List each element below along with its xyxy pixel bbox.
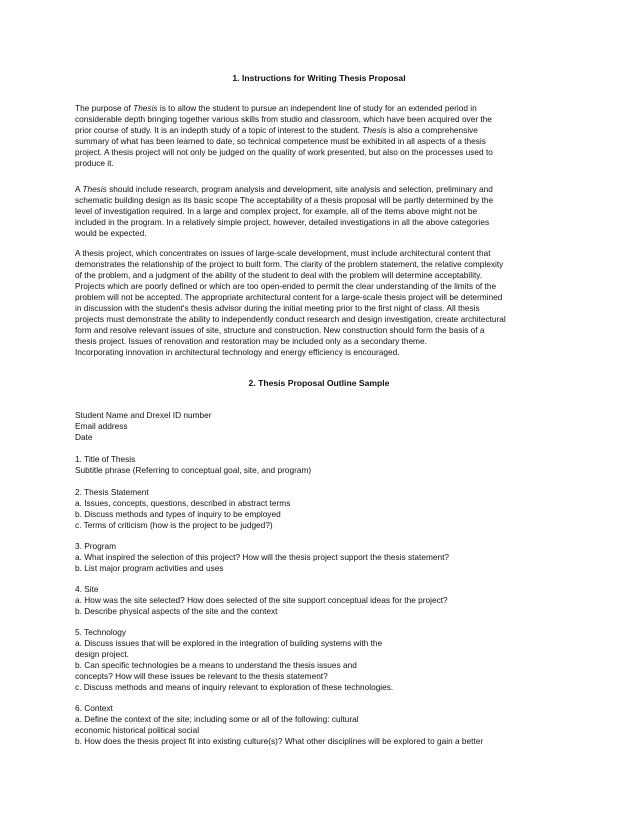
paragraph-line: project. A thesis project will not only be judged on the quality of work presented, but also on the processes used to bbox=[75, 147, 493, 157]
paragraph-line: considerable depth bringing together various skills from studio and classroom, which have been acquired over the bbox=[75, 114, 492, 124]
outline-line: b. How does the thesis project fit into existing culture(s)? What other disciplines will be explored to gain a better bbox=[75, 736, 484, 746]
outline-line: a. Issues, concepts, questions, described in abstract terms bbox=[75, 498, 291, 508]
outline-line: 1. Title of Thesis bbox=[75, 454, 136, 464]
outline-thesis-statement bbox=[75, 487, 565, 531]
outline-line: Subtitle phrase (Referring to conceptual goal, site, and program) bbox=[75, 465, 312, 475]
outline-line: b. Discuss methods and types of inquiry to be employed bbox=[75, 509, 281, 519]
outline-line: b. Describe physical aspects of the site and the context bbox=[75, 606, 278, 616]
outline-line: a. Discuss issues that will be explored in the integration of building systems with the bbox=[75, 638, 383, 648]
section-2-heading: 2. Thesis Proposal Outline Sample bbox=[248, 378, 390, 388]
paragraph-line: schematic building design as its basic scope The acceptability of a thesis proposal will be partly determined by the bbox=[75, 195, 494, 205]
outline-context bbox=[75, 703, 565, 747]
paragraph-line: in discussion with the student's thesis advisor during the initial meeting prior to the first night of class. All thesis bbox=[75, 303, 480, 313]
outline-line: 6. Context bbox=[75, 703, 113, 713]
outline-site bbox=[75, 584, 565, 617]
paragraph-line: form and resolve relevant issues of site, structure and construction. New construction should form the basis of a bbox=[75, 325, 485, 335]
outline-program bbox=[75, 541, 565, 574]
outline-line: 4. Site bbox=[75, 584, 99, 594]
paragraph-line: problem will not be accepted. The appropriate architectural content for a large-scale thesis project will be determined bbox=[75, 292, 503, 302]
outline-line: a. Define the context of the site; including some or all of the following: cultural bbox=[75, 714, 359, 724]
outline-line: a. How was the site selected? How does selected of the site support conceptual ideas for the project? bbox=[75, 595, 448, 605]
outline-line: c. Terms of criticism (how is the project to be judged?) bbox=[75, 520, 273, 530]
paragraph-line: Projects which are poorly defined or which are too open-ended to permit the clear understanding of the limits of the bbox=[75, 281, 497, 291]
paragraph-line: A Thesis should include research, program analysis and development, site analysis and selection, preliminary and bbox=[75, 184, 493, 194]
outline-line: Date bbox=[75, 432, 93, 442]
paragraph-line: Incorporating innovation in architectural technology and energy efficiency is encouraged. bbox=[75, 347, 400, 357]
paragraph-line: summary of what has been learned to date, so technical competence must be exhibited in all aspects of a thesis bbox=[75, 136, 486, 146]
outline-line: design project. bbox=[75, 649, 129, 659]
paragraph-line: level of investigation required. In a large and complex project, for example, all of the items above might not be bbox=[75, 206, 478, 216]
outline-line: Email address bbox=[75, 421, 128, 431]
paragraph-scope bbox=[75, 184, 565, 239]
outline-line: a. What inspired the selection of this project? How will the thesis project support the thesis statement? bbox=[75, 552, 450, 562]
section-1-heading: 1. Instructions for Writing Thesis Proposal bbox=[232, 73, 406, 83]
paragraph-purpose bbox=[75, 103, 565, 169]
outline-technology bbox=[75, 627, 565, 693]
paragraph-line: would be expected. bbox=[75, 228, 147, 238]
outline-line: 5. Technology bbox=[75, 627, 127, 637]
outline-line: Student Name and Drexel ID number bbox=[75, 410, 212, 420]
paragraph-line: produce it. bbox=[75, 158, 114, 168]
paragraph-line: demonstrates the relationship of the project to built form. The clarity of the problem statement, the relative complexity bbox=[75, 259, 504, 269]
outline-line: 3. Program bbox=[75, 541, 117, 551]
outline-title bbox=[75, 454, 565, 476]
outline-student-info bbox=[75, 410, 565, 443]
outline-line: 2. Thesis Statement bbox=[75, 487, 149, 497]
paragraph-line: thesis project. Issues of renovation and restoration may be included only as a secondary theme. bbox=[75, 336, 427, 346]
paragraph-line: included in the program. In a relatively simple project, however, detailed investigations in all the above categories bbox=[75, 217, 490, 227]
outline-line: b. Can specific technologies be a means to understand the thesis issues and bbox=[75, 660, 357, 670]
paragraph-large-scale bbox=[75, 248, 565, 358]
outline-line: economic historical political social bbox=[75, 725, 200, 735]
outline-line: b. List major program activities and uses bbox=[75, 563, 224, 573]
paragraph-line: A thesis project, which concentrates on issues of large-scale development, must include architectural content that bbox=[75, 248, 491, 258]
paragraph-line: prior course of study. It is an indepth study of a topic of interest to the student. Thesis is also a comprehensive bbox=[75, 125, 478, 135]
paragraph-line: The purpose of Thesis is to allow the student to pursue an independent line of study for an extended period in bbox=[75, 103, 477, 113]
outline-line: c. Discuss methods and means of inquiry relevant to exploration of these technologies. bbox=[75, 682, 394, 692]
paragraph-line: projects must demonstrate the ability to independently conduct research and design investigation, create architectural bbox=[75, 314, 506, 324]
outline-line: concepts? How will these issues be relevant to the thesis statement? bbox=[75, 671, 328, 681]
paragraph-line: of the problem, and a judgment of the ability of the student to deal with the problem will determine acceptability. bbox=[75, 270, 483, 280]
